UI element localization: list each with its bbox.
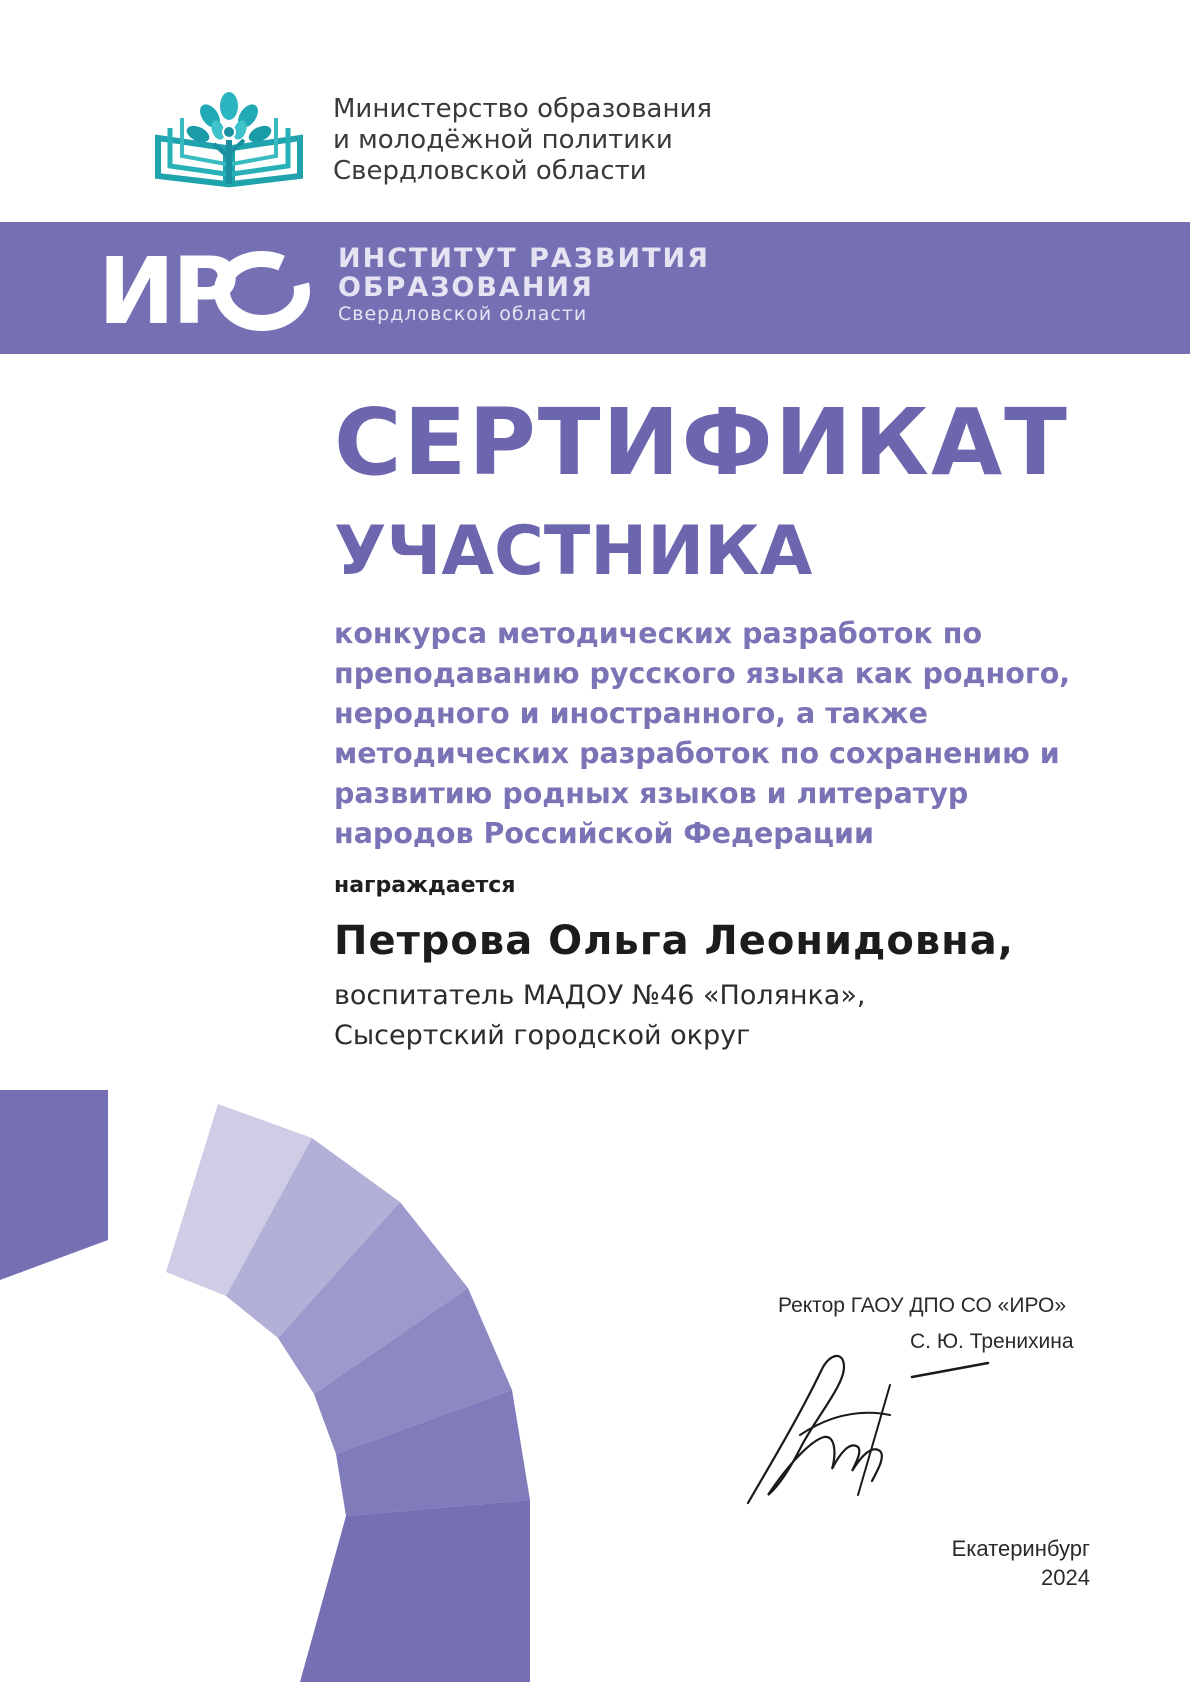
institute-name-line: ИНСТИТУТ РАЗВИТИЯ	[338, 243, 710, 274]
description-line: методических разработок по сохранению и	[334, 737, 1060, 770]
ministry-line: Министерство образования	[333, 94, 713, 124]
signature-image	[740, 1345, 1000, 1515]
city: Екатеринбург	[951, 1536, 1090, 1561]
certificate-subtitle: УЧАСТНИКА	[334, 512, 813, 591]
position-line: воспитатель МАДОУ №46 «Полянка»,	[334, 980, 866, 1011]
ministry-line: и молодёжной политики	[333, 125, 673, 155]
signatory-name: С. Ю. Тренихина	[910, 1330, 1074, 1353]
certificate-title: СЕРТИФИКАТ	[334, 389, 1069, 496]
institute-name-line: ОБРАЗОВАНИЯ	[338, 272, 594, 303]
contest-description	[334, 614, 1154, 854]
decorative-arc	[0, 1080, 560, 1682]
ministry-logo-icon	[152, 88, 306, 192]
place-and-year	[952, 1534, 1090, 1592]
description-line: народов Российской Федерации	[334, 817, 874, 850]
description-line: развитию родных языков и литератур	[334, 777, 969, 810]
institute-name	[338, 244, 710, 327]
institute-region: Свердловской области	[338, 303, 588, 325]
ministry-name	[333, 94, 712, 187]
awarded-label: награждается	[334, 873, 516, 898]
description-line: конкурса методических разработок по	[334, 617, 983, 650]
recipient-name: Петрова Ольга Леонидовна,	[334, 918, 1014, 964]
description-line: неродного и иностранного, а также	[334, 697, 928, 730]
description-line: преподаванию русского языка как родного,	[334, 657, 1071, 690]
recipient-position	[334, 976, 865, 1056]
ministry-line: Свердловской области	[333, 156, 647, 186]
signatory-title: Ректор ГАОУ ДПО СО «ИРО»	[778, 1294, 1067, 1317]
year: 2024	[1041, 1565, 1090, 1590]
iro-logo-o-icon	[212, 250, 312, 332]
iro-logo-text: ИР	[98, 238, 237, 345]
position-line: Сысертский городской округ	[334, 1020, 751, 1051]
institute-banner	[0, 222, 1190, 354]
